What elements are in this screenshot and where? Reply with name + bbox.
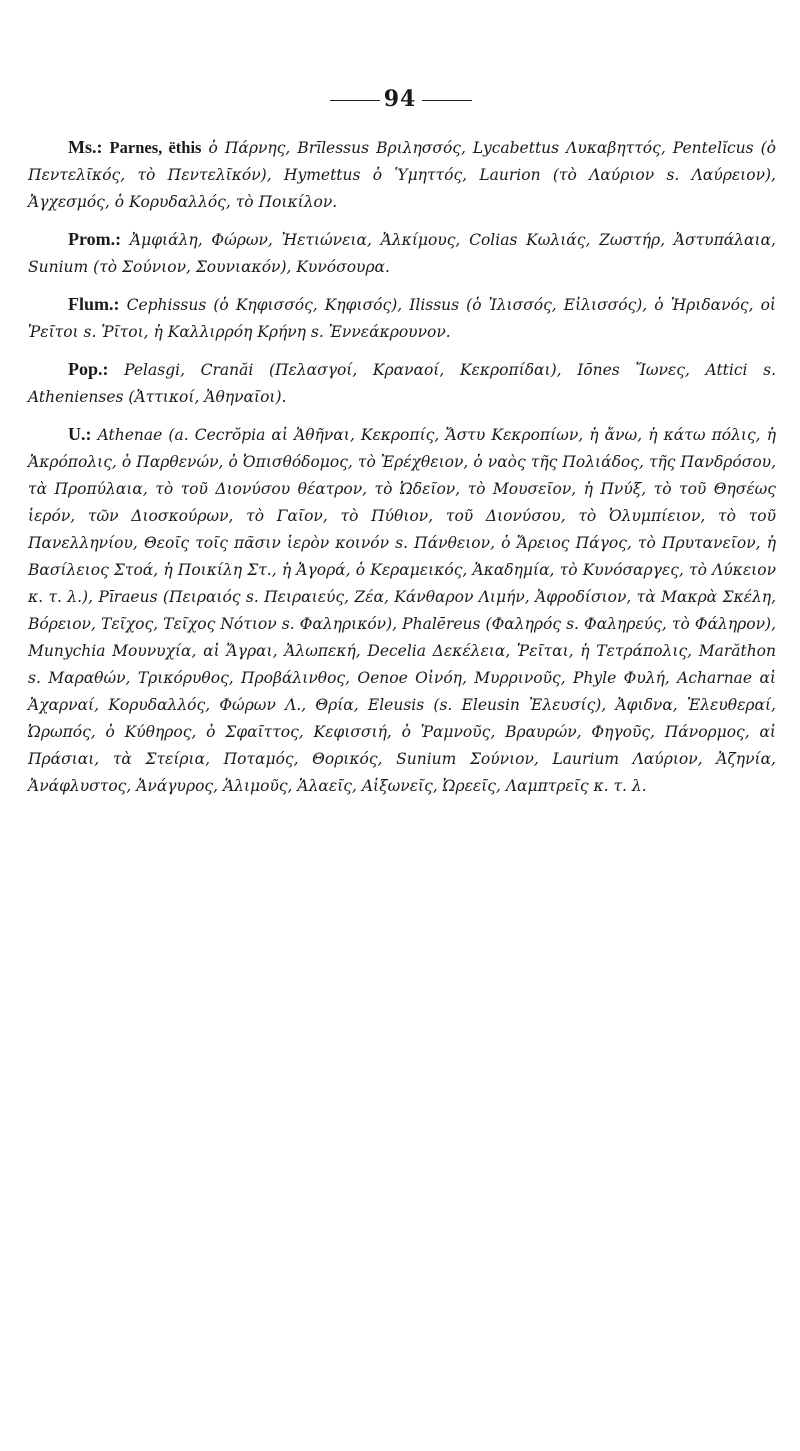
paragraph-text: Cephissus (ὁ Κηφισσός, Κηφισός), Ilissus (ὁ Ἰλισσός, Εἰλισσός), ὁ Ἠριδανός, οἱ Ῥεῖτοι s. Ῥῖτοι, ἡ Καλλιρρόη Κρήνη s. Ἐννεάκρουνον. [28,296,776,341]
paragraph-label: U.: [68,424,92,444]
header-rule-left [330,100,380,101]
paragraph-text: Pelasgi, Cranăi (Πελασγοί, Κραναοί, Κεκροπίδαι), Iōnes Ἴωνες, Attici s. Athenienses (Ἀττικοί, Ἀθηναῖοι). [28,361,777,406]
paragraph-text: Ἀμφιάλη, Φώρων, Ἠετιώνεια, Ἀλκίμους, Colias Κωλιάς, Ζωστήρ, Ἀστυπάλαια, Sunium (τὸ Σούνιον, Σουνιακόν), Κυνόσουρα. [28,231,776,276]
paragraph-montes [28,134,776,216]
paragraph-label: Ms.: [68,137,103,157]
paragraph-populi [28,356,776,411]
paragraph-label: Prom.: [68,229,122,249]
paragraph-text: Athenae (a. Cecrŏpia αἱ Ἀθῆναι, Κεκροπίς, Ἄστυ Κεκροπίων, ἡ ἄνω, ἡ κάτω πόλις, ἡ Ἀκρόπολις, ὁ Παρθενών, ὁ Ὀπισθόδομος, τὸ Ἐρέχθειον, ὁ ναὸς τῆς Πολιάδος, τῆς Πανδρόσου, τὰ Προπύλαια, τὸ τοῦ Διονύσου θέατρον, τὸ Ὠδεῖον, τὸ Μουσεῖον, ἡ Πνύξ, τὸ τοῦ Θησέως ἱερόν, τῶν Διοσκούρων, τὸ Γαῖον, τὸ Πύθιον, τοῦ Διονύσου, τὸ Ὀλυμπίειον, τὸ τοῦ Πανελληνίου, Θεοῖς τοῖς πᾶσιν ἱερὸν κοινόν s. Πάνθειον, ὁ Ἄρειος Πάγος, τὸ Πρυτανεῖον, ἡ Βασίλειος Στοά, ἡ Ποικίλη Στ., ἡ Ἀγορά, ὁ Κεραμεικός, Ἀκαδημία, τὸ Κυνόσαργες, τὸ Λύκειον κ. τ. λ.), Pīraeus (Πειραιός s. Πειραιεύς, Ζέα, Κάνθαρον Λιμήν, Ἀφροδίσιον, τὰ Μακρὰ Σκέλη, Βόρειον, Τεῖχος, Τεῖχος Νότιον s. Φαληρικόν), Phalēreus (Φαληρός s. Φαληρεύς, τὸ Φάληρον), Munychia Μουνυχία, αἱ Ἄγραι, Ἀλωπεκή, Decelia Δεκέλεια, Ῥεῖται, ἡ Τετράπολις, Marăthon s. Μαραθών, Τρικόρυθος, Προβάλινθος, Oenoe Οἰνόη, Μυρρινοῦς, Phyle Φυλή, Acharnae αἱ Ἀχαρναί, Κορυδαλλός, Φώρων Λ., Θρία, Eleusis (s. Eleusin Ἐλευσίς), Ἀφιδνα, Ἐλευθεραί, Ὠρωπός, ὁ Κύθηρος, ὁ Σφαῖττος, Κεφισσιή, ὁ Ῥαμνοῦς, Βραυρών, Φηγοῦς, Πάνορμος, αἱ Πράσιαι, τὰ Στείρια, Ποταμός, Θορικός, Sunium Σούνιον, Laurium Λαύριον, Ἀζηνία, Ἀνάφλυστος, Ἀνάγυρος, Ἁλιμοῦς, Ἁλαεῖς, Αἰξωνεῖς, Ὠρεεῖς, Λαμπτρεῖς κ. τ. λ. [28,426,776,795]
paragraph-label: Flum.: [68,294,120,314]
paragraph-urbes [28,421,776,800]
paragraph-promontoria [28,226,776,281]
paragraph-lead: Parnes, ëthis [109,138,202,157]
page-header [0,84,800,114]
paragraph-label: Pop.: [68,359,109,379]
paragraph-flumina [28,291,776,346]
page-content [28,134,776,810]
header-rule-right [422,100,472,101]
page-number: 94 [383,86,417,112]
paragraph-text: ὁ Πάρνης, Brīlessus Βριλησσός, Lycabettus Λυκαβηττός, Pentelĭcus (ὁ Πεντελῖκός, τὸ Πεντελῖκόν), Hymettus ὁ Ὑμηττός, Laurion (τὸ Λαύριον s. Λαύρειον), Ἀγχεσμός, ὁ Κορυδαλλός, τὸ Ποικίλον. [28,139,777,211]
